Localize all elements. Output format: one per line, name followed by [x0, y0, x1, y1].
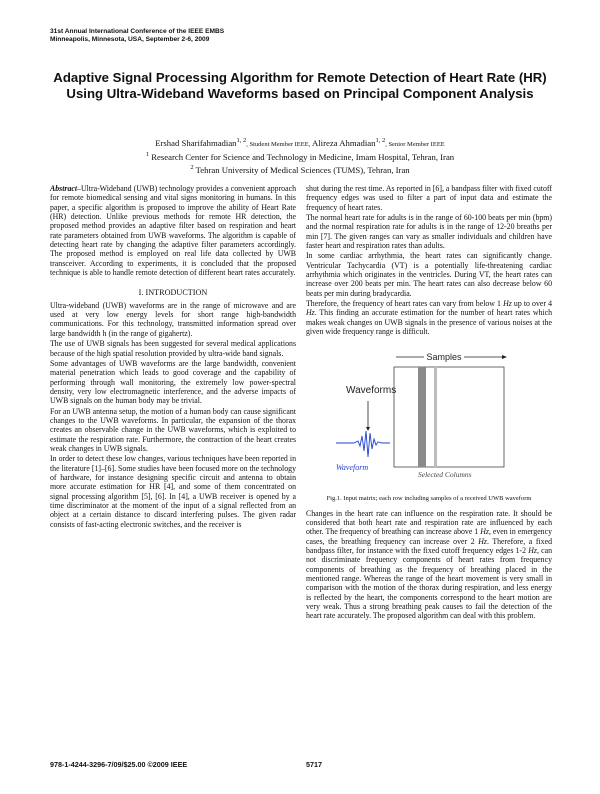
intro-paragraph: The use of UWB signals has been suggested for several medical applications because of the high spatial resolution provided by ultra-wide band signals.: [50, 339, 296, 358]
body-paragraph: In some cardiac arrhythmia, the heart rates can significantly change. Ventricular Tachycardia (VT) is a potentially life-threatening cardiac arrhythmia which originates in the ventricles. During VT, the heart rates can increase over 200 beats per min. The heart rates can also decrease below 60 beats per min during bradycardia.: [306, 251, 552, 298]
author-2-role: , Senior Member IEEE: [385, 140, 445, 148]
affiliation-2-sup: 2: [190, 163, 194, 171]
body-paragraph-frequency: [306, 299, 552, 336]
text-run: , even in emergency cases, the breathing frequency can increase over 2: [306, 527, 552, 546]
author-1-name: Ershad Sharifahmadian: [155, 137, 237, 148]
samples-label: Samples: [426, 351, 462, 362]
input-matrix-frame: [394, 367, 504, 467]
affiliation-1-text: Research Center for Science and Technology in Medicine, Imam Hospital, Tehran, Iran: [149, 152, 455, 163]
text-run: . This finding an accurate estimation for the number of heart rates which makes weak changes on UWB signals in the presence of various noises at the given wide frequency range is difficult.: [306, 308, 552, 337]
affiliation-2-text: Tehran University of Medical Sciences (TUMS), Tehran, Iran: [193, 164, 410, 175]
text-run: , can not discriminate frequency components of heart rates from frequency components of breathing as the frequency of breathing placed in the mentioned range. Whereas the range of the heart movement is very small in comparison with the motion of the thorax during respiration, and less energy is reflected by the heart, the components correspond to the heart motion are very weak. Thus a strong breathing peak causes to fail the detection of the heart rate accurately. The proposed algorithm can deal with this problem.: [306, 545, 552, 621]
author-line: [52, 136, 548, 150]
section-heading-introduction: I. INTRODUCTION: [138, 288, 208, 298]
waveform-trace: [336, 431, 390, 457]
intro-paragraph: For an UWB antenna setup, the motion of a human body can cause significant changes to the UWB waveforms. In particular, the expansion of the thorax creates an observable change in the UWB waveforms, which is exploited to estimate the respiration rate. Furthermore, the contraction of the heart creates weak changes in UWB signals.: [50, 406, 296, 453]
text-run: Therefore, the frequency of heart rates can vary from below 1: [306, 299, 504, 309]
footer-isbn: 978-1-4244-3296-7/09/$25.00 ©2009 IEEE: [50, 760, 188, 769]
abstract-text: –Ultra-Wideband (UWB) technology provides a convenient approach for remote biomedical sensing and vital signs monitoring in humans. In this paper, a specific algorithm is proposed to improve the ability of Heart Rate (HR) detection. Unlike previous methods for remote HR detection, the proposed method provides an adaptive filter based on respiration and heart rate parameters obtained from UWB waveforms. The algorithm is capable of detecting heart rate by changing the adaptive filter parameters accordingly. The proposed method is employed on real life data collected by UWB transceiver. According to experiments, it is concluded that the proposed technique is able to handle remote detection of different heart rates accurately.: [50, 184, 296, 278]
waveforms-label: Waveforms: [346, 384, 397, 396]
body-paragraph: shut during the rest time. As reported in [6], a bandpass filter with fixed cutoff frequency edges was used to filter a part of input data and estimate the frequency of heart rates.: [306, 184, 552, 212]
figure-1-caption: Fig.1. Input matrix; each row including samples of a received UWB waveform: [326, 494, 532, 502]
body-paragraph-respiration: [306, 509, 552, 621]
figure-1-diagram: [306, 345, 552, 493]
footer-page-number: 5717: [306, 760, 322, 769]
text-run: Changes in the heart rate can influence on the respiration rate. It should be considered that both heart rate and respiration rate are influenced by each other. The frequency of breathing can increase above 1: [306, 508, 552, 537]
conference-line-2: Minneapolis, Minnesota, USA, September 2-6, 2009: [50, 36, 210, 43]
conference-header: [50, 28, 224, 44]
abstract: [50, 184, 296, 277]
author-1-role: , Student Member IEEE,: [246, 140, 312, 148]
unit-hz: Hz: [306, 308, 315, 318]
unit-hz: Hz: [528, 545, 537, 555]
affiliation-1: [52, 150, 548, 162]
affiliation-2: [52, 163, 548, 175]
intro-paragraph: Some advantages of UWB waveforms are the large bandwidth, convenient material penetration which leads to good coverage and the capability of performing through wall monitoring, the extremely low power-spectral density, very low electromagnetic interference, and the adverse impacts of UWB signals on the human body may be trivial.: [50, 358, 296, 406]
waveforms-arrowhead: [366, 427, 370, 431]
unit-hz: Hz: [480, 527, 489, 537]
selected-column-band-2: [434, 367, 437, 467]
author-2-sup: 1, 2: [375, 137, 386, 144]
text-run: up to over 4: [511, 299, 552, 309]
intro-paragraph: In order to detect these low changes, various techniques have been reported in the literature [1]–[6]. Some studies have been focused more on the technology of hardware, for instance designing specific circuit and antenna to obtain more accurate estimation for HR [4], and some of them concentrated on signal processing algorithm [5], [6]. In [4], a UWB receiver is opened by a time discriminator at the moment of the input of a signal reflected from an object at a certain distance to discard interfering pulses. The given radar consists of fast-acting electronic switches, and the receiver is: [50, 454, 296, 529]
body-paragraph: The normal heart rate for adults is in the range of 60-100 beats per min (bpm) and the normal respiration rate for adults is in the range of 12-20 breaths per min [7]. The given ranges can vary as smaller individuals and children have faster heart and respiration rates than adults.: [306, 213, 552, 251]
waveform-italic-label: Waveform: [336, 462, 369, 472]
right-column: [306, 184, 552, 622]
unit-hz: Hz: [478, 536, 487, 546]
selected-columns-label: Selected Columns: [418, 469, 472, 479]
text-run: . Therefore, a fixed bandpass filter, for instance with the fixed cutoff frequency edges 1-2: [306, 536, 552, 555]
left-column: [50, 184, 296, 530]
author-1-sup: 1, 2: [236, 137, 247, 144]
affiliation-1-sup: 1: [145, 151, 150, 159]
samples-arrowhead: [502, 355, 507, 359]
selected-column-band: [418, 367, 426, 467]
paper-title: Adaptive Signal Processing Algorithm for Remote Detection of Heart Rate (HR) Using Ultra-Wideband Waveforms based on Principal Component Analysis: [53, 70, 547, 102]
conference-line-1: 31st Annual International Conference of the IEEE EMBS: [50, 28, 225, 35]
author-block: [52, 136, 548, 175]
author-2-name: Alireza Ahmadian: [311, 137, 376, 148]
abstract-label: Abstract: [50, 184, 78, 193]
intro-paragraph: Ultra-wideband (UWB) waveforms are in the range of microwave and are used at very low energy levels for short range high-bandwidth communications. For this technology, transmitted information spread over large bandwidth h (in the range of gigahertz).: [50, 300, 296, 338]
figure-1: [306, 345, 552, 493]
unit-hz: Hz: [503, 299, 512, 309]
